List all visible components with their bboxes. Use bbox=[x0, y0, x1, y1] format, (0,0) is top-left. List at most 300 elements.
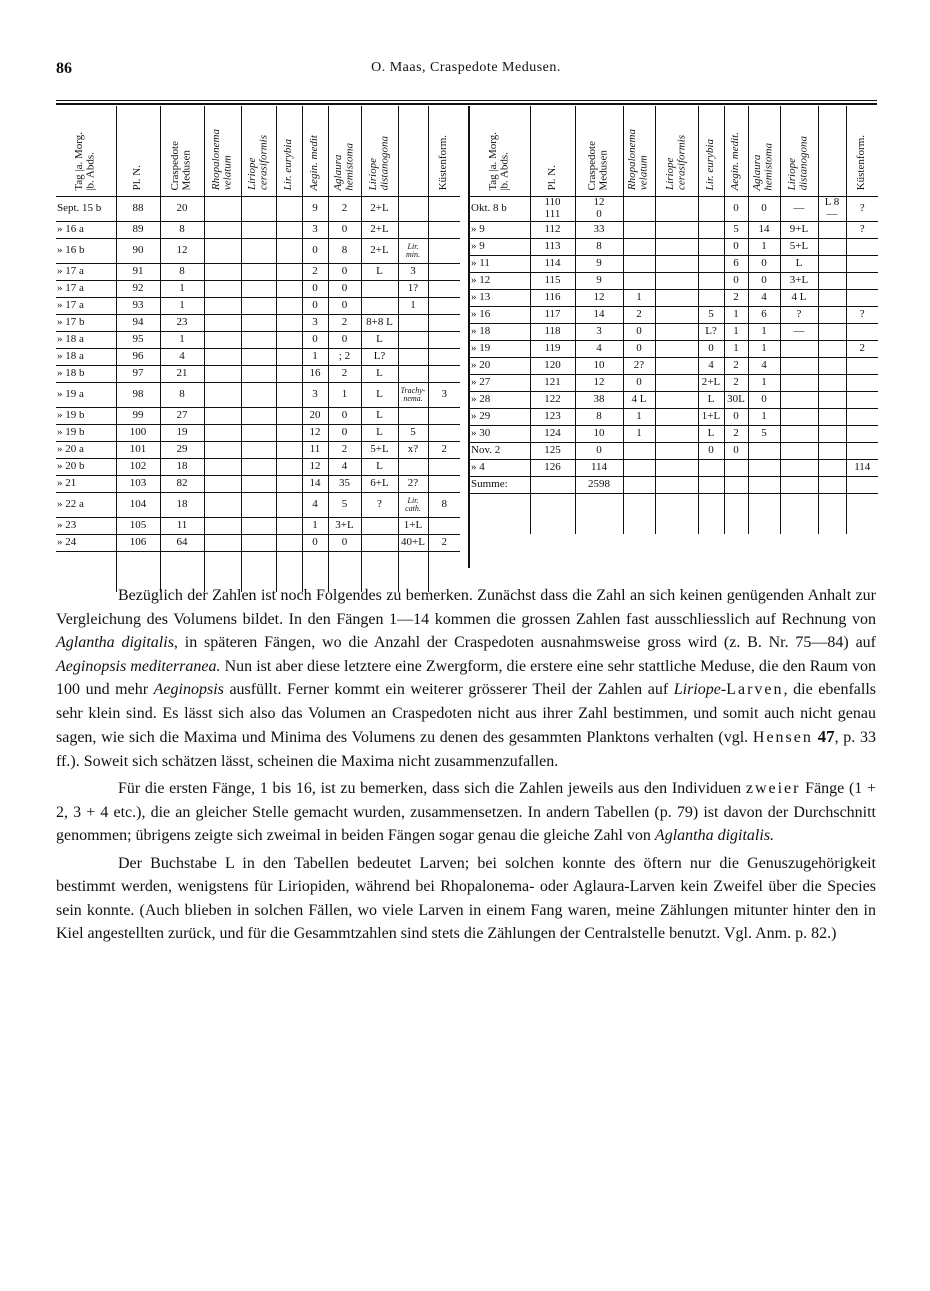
column-header-label: Aegin. medit bbox=[308, 134, 321, 191]
table-cell: 4 bbox=[302, 493, 328, 518]
table-row bbox=[470, 307, 878, 324]
table-cell bbox=[398, 366, 428, 383]
table-cell bbox=[655, 358, 698, 375]
table-cell: L bbox=[361, 332, 398, 349]
table-cell: 18 bbox=[160, 493, 204, 518]
table-cell: Sept. 15 b bbox=[56, 197, 116, 222]
table-cell: 118 bbox=[530, 324, 575, 341]
table-cell: 2? bbox=[623, 358, 655, 375]
column-header bbox=[116, 106, 160, 197]
table-cell: » 4 bbox=[470, 460, 530, 477]
table-cell: L bbox=[361, 408, 398, 425]
table-cell: » 16 a bbox=[56, 222, 116, 239]
table-cell bbox=[276, 459, 302, 476]
table-cell bbox=[818, 426, 846, 443]
table-cell: 14 bbox=[575, 307, 623, 324]
table-cell bbox=[655, 426, 698, 443]
table-cell bbox=[241, 197, 276, 222]
table-cell bbox=[818, 443, 846, 460]
table-row bbox=[56, 264, 460, 281]
table-cell: 114 bbox=[530, 256, 575, 273]
table-cell: 3 bbox=[302, 315, 328, 332]
table-cell: 2598 bbox=[575, 477, 623, 494]
table-cell: » 18 a bbox=[56, 332, 116, 349]
table-cell: » 19 a bbox=[56, 383, 116, 408]
table-cell: 10 bbox=[575, 358, 623, 375]
table-cell: 1 bbox=[623, 290, 655, 307]
table-cell bbox=[780, 426, 818, 443]
table-cell: L 8 — bbox=[818, 197, 846, 222]
table-cell bbox=[276, 349, 302, 366]
column-header-label: Liriope distanogona bbox=[366, 136, 391, 191]
table-row bbox=[56, 315, 460, 332]
column-header bbox=[655, 106, 698, 197]
table-cell: 4 bbox=[748, 358, 780, 375]
table-row bbox=[470, 358, 878, 375]
table-cell: 90 bbox=[116, 239, 160, 264]
table-cell bbox=[846, 409, 878, 426]
column-header bbox=[428, 106, 460, 197]
table-cell bbox=[818, 290, 846, 307]
table-cell: 0 bbox=[748, 392, 780, 409]
table-cell bbox=[241, 459, 276, 476]
table-cell bbox=[698, 222, 724, 239]
table-cell: Summe: bbox=[470, 477, 530, 494]
table-cell: 0 bbox=[328, 425, 361, 442]
table-row bbox=[470, 290, 878, 307]
table-cell bbox=[698, 460, 724, 477]
table-cell: 0 bbox=[328, 264, 361, 281]
table-cell bbox=[241, 264, 276, 281]
table-cell: Trachy-nema. bbox=[398, 383, 428, 408]
table-cell: ? bbox=[846, 222, 878, 239]
table-cell: 1 bbox=[748, 375, 780, 392]
column-header-label: Küstenform. bbox=[437, 135, 450, 191]
table-cell: 4 bbox=[748, 290, 780, 307]
table-cell: 21 bbox=[160, 366, 204, 383]
column-header-label: Rhopalonema velatum bbox=[209, 129, 234, 191]
table-cell: Lir. min. bbox=[398, 239, 428, 264]
table-cell bbox=[623, 197, 655, 222]
table-cell-empty bbox=[575, 494, 623, 535]
table-cell-empty bbox=[530, 494, 575, 535]
table-cell: ; 2 bbox=[328, 349, 361, 366]
table-cell bbox=[655, 460, 698, 477]
table-cell: 121 bbox=[530, 375, 575, 392]
table-cell: 4 bbox=[575, 341, 623, 358]
table-cell bbox=[780, 341, 818, 358]
table-cell: 117 bbox=[530, 307, 575, 324]
table-cell bbox=[655, 290, 698, 307]
table-cell bbox=[428, 349, 460, 366]
table-cell bbox=[276, 518, 302, 535]
table-cell: 64 bbox=[160, 535, 204, 552]
table-cell: 0 bbox=[623, 341, 655, 358]
table-row bbox=[56, 459, 460, 476]
table-cell: 4 bbox=[698, 358, 724, 375]
table-cell: 0 bbox=[302, 281, 328, 298]
table-cell bbox=[818, 273, 846, 290]
paragraph-3: Der Buchstabe L in den Tabellen bedeutet Larven; bei solchen konnte des öftern nur die Genuszugehörigkeit bestimmt werden, wenigstens für Liriopiden, während bei Rhopalonema- oder Aglaura-Larven kein Zweifel über die Species sein konnte. (Auch blieben in solchen Fällen, wo viele Larven in einem Fang waren, meine Zählungen mitunter hinter den in Kiel angestellten zurück, und für die Gesammtzahlen sind stets die Zählungen der Centralstelle benutzt. Vgl. Anm. p. 82.) bbox=[56, 854, 876, 942]
table-cell: 94 bbox=[116, 315, 160, 332]
page-header bbox=[56, 60, 876, 82]
table-cell: 1 bbox=[160, 332, 204, 349]
table-cell bbox=[276, 408, 302, 425]
table-cell bbox=[241, 298, 276, 315]
table-cell-empty bbox=[698, 494, 724, 535]
table-cell bbox=[623, 239, 655, 256]
table-cell bbox=[276, 476, 302, 493]
table-cell bbox=[276, 425, 302, 442]
table-cell bbox=[428, 197, 460, 222]
table-cell bbox=[276, 442, 302, 459]
table-cell: 2+L bbox=[698, 375, 724, 392]
table-cell: 0 bbox=[748, 273, 780, 290]
table-cell bbox=[655, 392, 698, 409]
table-cell: 9+L bbox=[780, 222, 818, 239]
table-row bbox=[470, 222, 878, 239]
table-cell: 8 bbox=[160, 264, 204, 281]
table-cell: » 12 bbox=[470, 273, 530, 290]
table-cell bbox=[428, 459, 460, 476]
table-cell: » 23 bbox=[56, 518, 116, 535]
table-cell bbox=[361, 518, 398, 535]
table-cell: 5 bbox=[698, 307, 724, 324]
table-cell: 96 bbox=[116, 349, 160, 366]
table-cell: — bbox=[780, 197, 818, 222]
table-cell: L bbox=[361, 366, 398, 383]
table-cell bbox=[361, 281, 398, 298]
table-cell: 2 bbox=[328, 197, 361, 222]
table-cell: 11 bbox=[302, 442, 328, 459]
table-cell: 9 bbox=[302, 197, 328, 222]
table-cell: 2 bbox=[328, 315, 361, 332]
table-cell bbox=[818, 392, 846, 409]
table-cell: » 19 b bbox=[56, 408, 116, 425]
table-cell bbox=[818, 477, 846, 494]
table-cell bbox=[780, 358, 818, 375]
table-row bbox=[56, 383, 460, 408]
table-cell bbox=[780, 375, 818, 392]
table-cell: 2 bbox=[328, 442, 361, 459]
table-cell bbox=[818, 307, 846, 324]
table-cell bbox=[204, 535, 241, 552]
table-cell: 122 bbox=[530, 392, 575, 409]
table-row bbox=[470, 341, 878, 358]
table-cell: 5+L bbox=[780, 239, 818, 256]
table-cell bbox=[276, 383, 302, 408]
column-header-label: Liriope cerasiformis bbox=[245, 135, 270, 191]
table-cell bbox=[780, 477, 818, 494]
table-cell: 0 bbox=[328, 298, 361, 315]
table-cell: 1 bbox=[724, 307, 748, 324]
table-cell bbox=[846, 375, 878, 392]
table-cell: L bbox=[698, 426, 724, 443]
table-row bbox=[56, 281, 460, 298]
table-row bbox=[56, 197, 460, 222]
table-cell bbox=[241, 518, 276, 535]
table-cell-empty bbox=[748, 494, 780, 535]
table-cell bbox=[724, 460, 748, 477]
column-header bbox=[276, 106, 302, 197]
table-cell bbox=[204, 197, 241, 222]
table-september bbox=[56, 106, 460, 592]
table-cell: 0 bbox=[302, 332, 328, 349]
table-cell bbox=[698, 197, 724, 222]
table-cell bbox=[655, 239, 698, 256]
table-cell: » 28 bbox=[470, 392, 530, 409]
table-cell: 3+L bbox=[780, 273, 818, 290]
table-cell bbox=[846, 392, 878, 409]
table-cell-empty bbox=[846, 494, 878, 535]
table-cell: 114 bbox=[846, 460, 878, 477]
table-cell: L bbox=[361, 383, 398, 408]
table-cell: 2 bbox=[623, 307, 655, 324]
table-cell: 12 bbox=[575, 375, 623, 392]
table-row bbox=[470, 375, 878, 392]
table-row bbox=[470, 273, 878, 290]
table-cell: 33 bbox=[575, 222, 623, 239]
table-cell bbox=[655, 477, 698, 494]
table-row bbox=[470, 392, 878, 409]
table-cell: — bbox=[780, 324, 818, 341]
table-cell bbox=[698, 256, 724, 273]
table-cell: » 18 b bbox=[56, 366, 116, 383]
table-cell bbox=[241, 366, 276, 383]
column-header bbox=[780, 106, 818, 197]
table-cell: 0 bbox=[724, 409, 748, 426]
column-header bbox=[698, 106, 724, 197]
table-cell: » 16 b bbox=[56, 239, 116, 264]
column-header-label: Tag |a. Morg. |b. Abds. bbox=[73, 131, 97, 191]
column-header bbox=[530, 106, 575, 197]
table-cell: 5+L bbox=[361, 442, 398, 459]
table-cell bbox=[428, 281, 460, 298]
table-cell bbox=[276, 366, 302, 383]
table-cell: 0 bbox=[328, 408, 361, 425]
table-cell: 0 bbox=[724, 197, 748, 222]
table-cell: L bbox=[361, 459, 398, 476]
table-cell bbox=[846, 290, 878, 307]
table-cell: 2 bbox=[846, 341, 878, 358]
table-cell: 0 bbox=[575, 443, 623, 460]
table-cell: 4 bbox=[328, 459, 361, 476]
table-cell bbox=[818, 341, 846, 358]
table-cell: 8 bbox=[160, 383, 204, 408]
table-cell bbox=[398, 408, 428, 425]
table-cell: » 18 bbox=[470, 324, 530, 341]
table-cell: 6 bbox=[724, 256, 748, 273]
table-cell: 0 bbox=[623, 375, 655, 392]
table-row bbox=[56, 349, 460, 366]
table-cell: 3 bbox=[428, 383, 460, 408]
table-cell: 0 bbox=[328, 222, 361, 239]
table-cell bbox=[428, 239, 460, 264]
table-cell: 2 bbox=[724, 375, 748, 392]
table-cell: 10 bbox=[575, 426, 623, 443]
table-cell: 35 bbox=[328, 476, 361, 493]
table-cell: » 11 bbox=[470, 256, 530, 273]
table-cell bbox=[655, 197, 698, 222]
table-cell: 0 bbox=[302, 298, 328, 315]
table-cell bbox=[818, 256, 846, 273]
table-cell bbox=[818, 409, 846, 426]
table-cell bbox=[818, 460, 846, 477]
table-cell: 104 bbox=[116, 493, 160, 518]
table-cell: 2? bbox=[398, 476, 428, 493]
table-cell bbox=[276, 493, 302, 518]
table-row bbox=[56, 408, 460, 425]
table-cell bbox=[846, 256, 878, 273]
table-cell: 101 bbox=[116, 442, 160, 459]
column-header-label: Pl. N. bbox=[131, 165, 144, 191]
table-cell bbox=[623, 477, 655, 494]
table-cell: 20 bbox=[160, 197, 204, 222]
table-cell: ? bbox=[846, 197, 878, 222]
table-cell: 8 bbox=[575, 409, 623, 426]
table-cell bbox=[623, 256, 655, 273]
table-cell: » 20 a bbox=[56, 442, 116, 459]
table-cell bbox=[655, 375, 698, 392]
table-cell: » 30 bbox=[470, 426, 530, 443]
table-cell bbox=[276, 281, 302, 298]
table-row bbox=[470, 443, 878, 460]
table-cell: » 19 bbox=[470, 341, 530, 358]
table-cell: 123 bbox=[530, 409, 575, 426]
column-header bbox=[846, 106, 878, 197]
table-row bbox=[470, 239, 878, 256]
column-header bbox=[398, 106, 428, 197]
table-cell: 29 bbox=[160, 442, 204, 459]
table-cell bbox=[241, 442, 276, 459]
column-header bbox=[724, 106, 748, 197]
column-header-label: Aglaura hemistoma bbox=[331, 142, 356, 191]
table-cell bbox=[846, 443, 878, 460]
table-cell: 0 bbox=[748, 197, 780, 222]
table-cell bbox=[818, 239, 846, 256]
table-cell-empty bbox=[780, 494, 818, 535]
table-cell: 1 bbox=[623, 426, 655, 443]
table-cell: 126 bbox=[530, 460, 575, 477]
table-cell: 27 bbox=[160, 408, 204, 425]
table-cell: 113 bbox=[530, 239, 575, 256]
table-cell: 8 bbox=[428, 493, 460, 518]
table-cell: 93 bbox=[116, 298, 160, 315]
table-cell: » 9 bbox=[470, 222, 530, 239]
table-cell: 100 bbox=[116, 425, 160, 442]
table-cell bbox=[204, 239, 241, 264]
table-cell: 3 bbox=[575, 324, 623, 341]
table-cell bbox=[748, 443, 780, 460]
table-row bbox=[470, 460, 878, 477]
table-cell: 8+8 L bbox=[361, 315, 398, 332]
table-cell: 23 bbox=[160, 315, 204, 332]
table-cell bbox=[241, 222, 276, 239]
table-cell bbox=[276, 239, 302, 264]
table-cell: 5 bbox=[328, 493, 361, 518]
table-cell bbox=[428, 518, 460, 535]
table-cell: 8 bbox=[575, 239, 623, 256]
table-cell bbox=[398, 459, 428, 476]
table-cell: 1 bbox=[724, 341, 748, 358]
table-cell bbox=[698, 477, 724, 494]
table-cell bbox=[623, 222, 655, 239]
table-cell: 5 bbox=[724, 222, 748, 239]
table-cell bbox=[655, 443, 698, 460]
table-cell: L bbox=[780, 256, 818, 273]
table-cell: » 21 bbox=[56, 476, 116, 493]
table-cell bbox=[698, 239, 724, 256]
table-cell: » 17 b bbox=[56, 315, 116, 332]
table-filler bbox=[470, 494, 878, 535]
table-cell: 0 bbox=[302, 535, 328, 552]
table-cell: 102 bbox=[116, 459, 160, 476]
table-cell: 19 bbox=[160, 425, 204, 442]
table-cell: 5 bbox=[748, 426, 780, 443]
table-cell bbox=[623, 443, 655, 460]
table-cell: 105 bbox=[116, 518, 160, 535]
table-cell bbox=[655, 256, 698, 273]
table-cell: » 9 bbox=[470, 239, 530, 256]
column-header-label: Tag |a. Morg. |b. Abds. bbox=[487, 131, 511, 191]
column-header-label: Pl. N. bbox=[545, 165, 558, 191]
table-october bbox=[470, 106, 878, 534]
table-cell: 106 bbox=[116, 535, 160, 552]
table-row bbox=[56, 442, 460, 459]
table-cell bbox=[655, 409, 698, 426]
table-cell: 6 bbox=[748, 307, 780, 324]
column-header-label: Craspedote Medusen bbox=[169, 140, 193, 191]
table-cell bbox=[818, 222, 846, 239]
table-cell: ? bbox=[780, 307, 818, 324]
table-cell: » 20 b bbox=[56, 459, 116, 476]
table-cell: 2+L bbox=[361, 222, 398, 239]
table-cell: 115 bbox=[530, 273, 575, 290]
column-header-label: Aglaura hemistoma bbox=[751, 142, 775, 191]
column-header-label: Liriope distanogona bbox=[786, 136, 810, 191]
table-row bbox=[470, 324, 878, 341]
table-cell bbox=[241, 408, 276, 425]
table-cell bbox=[241, 493, 276, 518]
table-row bbox=[56, 493, 460, 518]
table-cell bbox=[623, 460, 655, 477]
table-cell bbox=[241, 383, 276, 408]
table-cell bbox=[846, 426, 878, 443]
table-cell: » 29 bbox=[470, 409, 530, 426]
table-cell: 8 bbox=[328, 239, 361, 264]
table-cell bbox=[204, 383, 241, 408]
table-cell: 12 bbox=[302, 459, 328, 476]
table-cell-empty bbox=[724, 494, 748, 535]
table-cell bbox=[655, 341, 698, 358]
table-cell: 1 bbox=[398, 298, 428, 315]
table-cell: L? bbox=[698, 324, 724, 341]
table-cell: 18 bbox=[160, 459, 204, 476]
table-cell: 11 bbox=[160, 518, 204, 535]
table-cell: 0 bbox=[724, 443, 748, 460]
column-header bbox=[748, 106, 780, 197]
table-cell bbox=[204, 518, 241, 535]
column-header-label: Craspedote Medusen bbox=[586, 140, 610, 191]
table-cell bbox=[204, 264, 241, 281]
table-cell bbox=[780, 409, 818, 426]
table-cell: 2 bbox=[428, 442, 460, 459]
table-cell-empty bbox=[470, 494, 530, 535]
table-cell bbox=[276, 332, 302, 349]
column-header bbox=[328, 106, 361, 197]
table-cell bbox=[724, 477, 748, 494]
table-cell bbox=[276, 298, 302, 315]
